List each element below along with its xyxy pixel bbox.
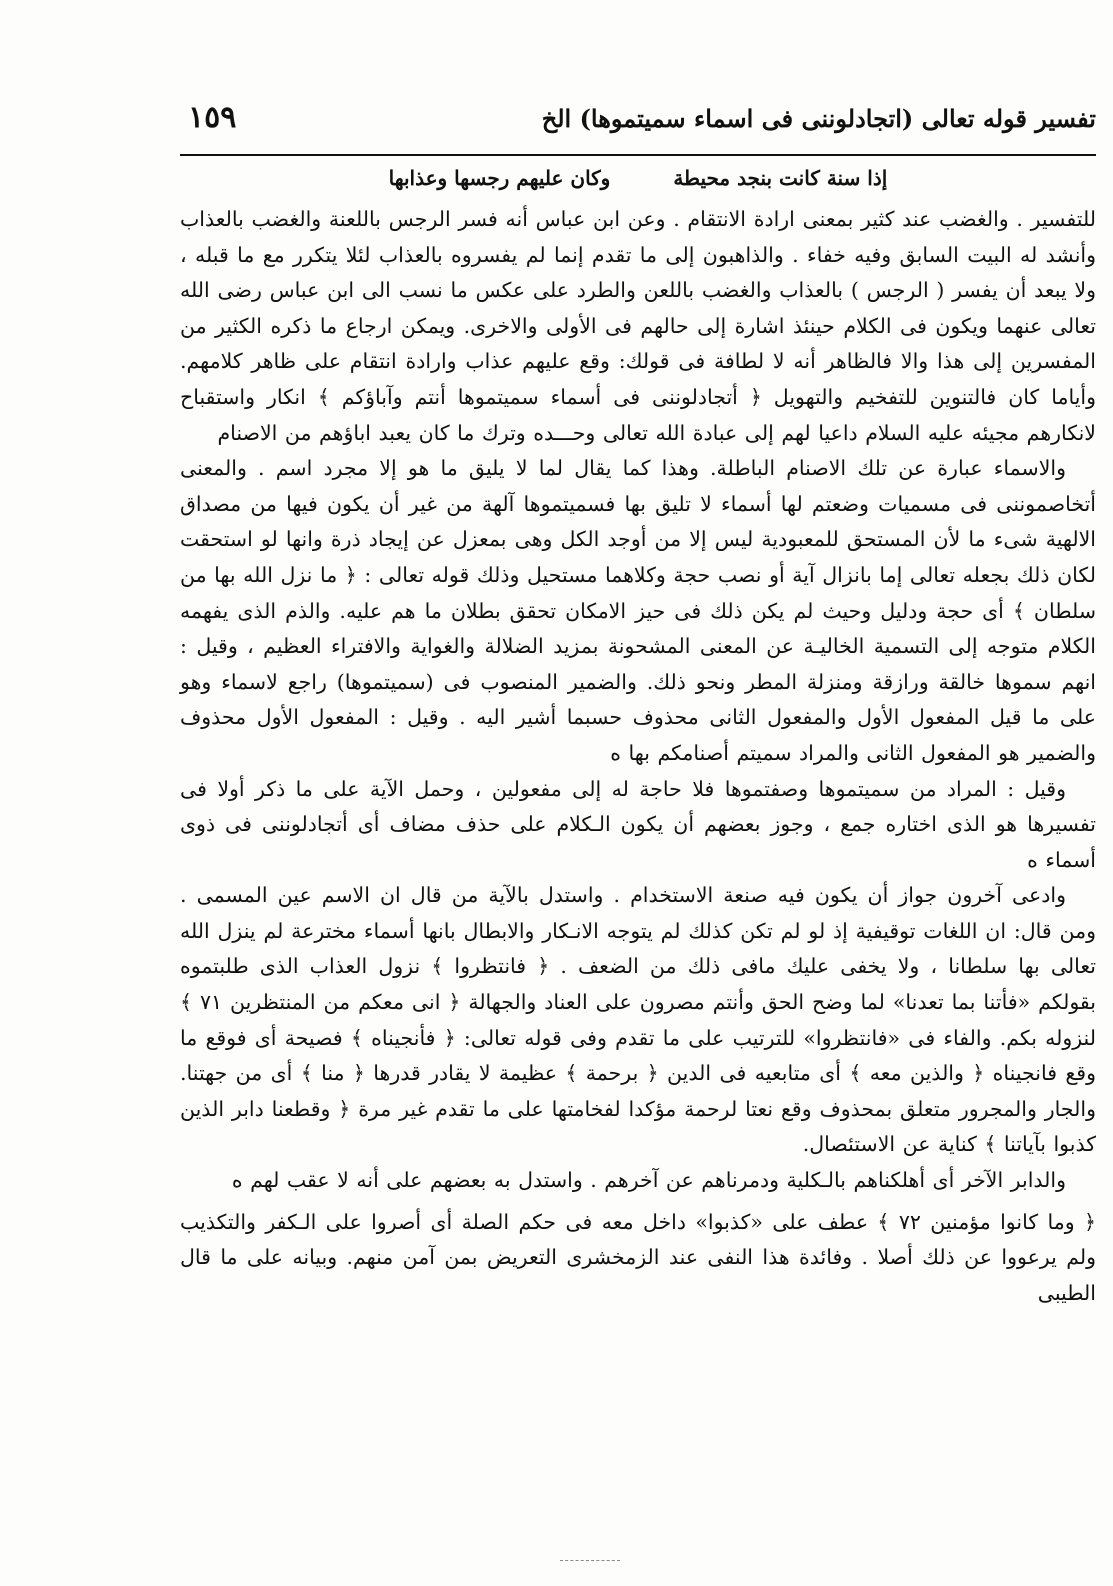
running-header: [180, 100, 1096, 144]
paragraph: للتفسير . والغضب عند كثير بمعنى ارادة الانتقام . وعن ابن عباس أنه فسر الرجس باللعنة والغضب بالعذاب وأنشد له البيت السابق وفيه خفاء . والذاهبون إلى ما تقدم إنما لم يفسروه بالعذاب لئلا يتكرر مع ما قبله ، ولا يبعد أن يفسر ( الرجس ) بالعذاب والغضب باللعن والطرد على عكس ما نسب الى ابن عباس رضى الله تعالى عنهما ويكون فى الكلام حينئذ اشارة إلى حالهم فى الأولى والاخرى. ويمكن ارجاع ما ذكره الكثير من المفسرين إلى هذا والا فالظاهر أنه لا لطافة فى قولك: وقع عليهم عذاب وارادة انتقام على ظاهر كلامهم. وأياما كان فالتنوين للتفخيم والتهويل ﴿ أتجادلوننى فى أسماء سميتموها أنتم وآباؤكم ﴾ انكار واستقباح لانكارهم مجيئه عليه السلام داعيا لهم إلى عبادة الله تعالى وحـــده وترك ما كان يعبد اباؤهم من الاصنام: [180, 207, 1097, 445]
paragraph: وقيل : المراد من سميتموها وصفتموها فلا حاجة له إلى مفعولين ، وحمل الآية على ما ذكر أولا فى تفسيرها هو الذى اختاره جمع ، وجوز بعضهم أن يكون الـكلام على حذف مضاف أى أتجادلوننى فى ذوى أسماء ه: [180, 776, 1096, 872]
verse-hemistich-left: وكان عليهم رجسها وعذابها: [388, 166, 611, 190]
header-rule: [180, 154, 1096, 156]
poetry-verse: [180, 166, 1096, 190]
body-text: [180, 202, 1096, 1311]
running-title: تفسير قوله تعالى (اتجادلوننى فى اسماء سميتموها) الخ: [541, 104, 1096, 133]
page-number: ١٥٩: [188, 100, 237, 135]
paragraph: والاسماء عبارة عن تلك الاصنام الباطلة. وهذا كما يقال لما لا يليق ما هو إلا مجرد اسم . والمعنى أتخاصموننى فى مسميات وضعتم لها أسماء لا تليق بها فسميتموها آلهة من غير أن يكون فيها من مصداق الالهية شىء ما لأن المستحق للمعبودية ليس إلا من أوجد الكل وهى بمعزل عن إيجاد ذرة وانها لو استحقت لكان ذلك بجعله تعالى إما بانزال آية أو نصب حجة وكلاهما مستحيل وذلك قوله تعالى : ﴿ ما نزل الله بها من سلطان ﴾ أى حجة ودليل وحيث لم يكن ذلك فى حيز الامكان تحقق بطلان ما هم عليه. والذم الذى يفهمه الكلام متوجه إلى التسمية الخاليـة عن المعنى المشحونة بمزيد الضلالة والغواية والافتراء العظيم ، وقيل : انهم سموها خالقة ورازقة ومنزلة المطر ونحو ذلك. والضمير المنصوب فى (سميتموها) راجع لاسماء وهو على ما قيل المفعول الأول والمفعول الثانى محذوف حسبما أشير اليه . وقيل : المفعول الأول محذوف والضمير هو المفعول الثانى والمراد سميتم أصنامكم بها ه: [180, 456, 1096, 765]
verse-hemistich-right: إذا سنة كانت بنجد محيطة: [673, 166, 888, 190]
paragraph: والدابر الآخر أى أهلكناهم بالـكلية ودمرناهم عن آخرهم . واستدل به بعضهم على أنه لا عقب لهم ه: [231, 1168, 1066, 1193]
paragraph: وادعى آخرون جواز أن يكون فيه صنعة الاستخدام . واستدل بالآية من قال ان الاسم عين المسمى . ومن قال: ان اللغات توقيفية إذ لو لم تكن كذلك لم يتوجه الانـكار والابطال بانها أسماء مخترعة لم ينزل الله تعالى بها سلطانا ، ولا يخفى عليك مافى ذلك من الضعف . ﴿ فانتظروا ﴾ نزول العذاب الذى طلبتموه بقولكم «فأتنا بما تعدنا» لما وضح الحق وأنتم مصرون على العناد والجهالة ﴿ انى معكم من المنتظرين ٧١ ﴾ لنزوله بكم. والفاء فى «فانتظروا» للترتيب على ما تقدم وفى قوله تعالى: ﴿ فأنجيناه ﴾ فصيحة أى فوقع ما وقع فانجيناه ﴿ والذين معه ﴾ أى متابعيه فى الدين ﴿ برحمة ﴾ عظيمة لا يقادر قدرها ﴿ منا ﴾ أى من جهتنا. والجار والمجرور متعلق بمحذوف وقع نعتا لرحمة مؤكدا لفخامتها على ما تقدم غير مرة ﴿ وقطعنا دابر الذين كذبوا بآياتنا ﴾ كناية عن الاستئصال.: [180, 883, 1096, 1157]
paragraph: ﴿ وما كانوا مؤمنين ٧٢ ﴾ عطف على «كذبوا» داخل معه فى حكم الصلة أى أصروا على الـكفر والتكذيب ولم يرعووا عن ذلك أصلا . وفائدة هذا النفى عند الزمخشرى التعريض بمن آمن منهم. وبيانه على ما قال الطيبى: [180, 1209, 1096, 1305]
page-bottom-mark: [560, 1560, 620, 1561]
